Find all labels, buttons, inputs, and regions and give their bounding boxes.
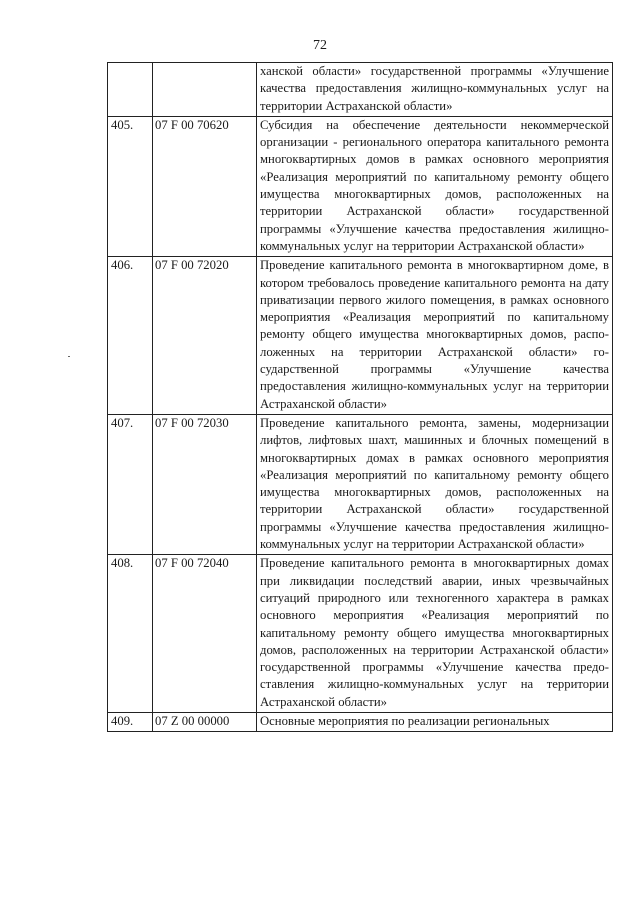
table-row	[108, 63, 613, 117]
table-row	[108, 116, 613, 256]
row-number	[108, 63, 153, 117]
row-number: 405.	[108, 116, 153, 256]
row-description: ханской области» государственной программы «Улучшение качества предоставления жилищно-коммунальных услуг на территории Астраханской области»	[257, 63, 613, 117]
row-code: 07 F 00 70620	[153, 116, 257, 256]
row-code: 07 F 00 72020	[153, 257, 257, 415]
row-number: 406.	[108, 257, 153, 415]
table-row	[108, 257, 613, 415]
row-code	[153, 63, 257, 117]
row-description: Проведение капитального ремонта в многоквартирных домах при ликвидации последствий аварии, иных чрезвычайных ситуаций природного или техногенного характера в рамках основного мероприятия «Реализация мероприятий по капитальному ремонту общего имущества многоквартирных домов, расположенных на территории Астраханской области» государственной программы «Улучшение качества предоставления жилищно-коммунальных услуг на территории Астраханской области»	[257, 555, 613, 713]
row-number: 408.	[108, 555, 153, 713]
row-code: 07 F 00 72030	[153, 414, 257, 554]
scan-artifact-dot	[68, 356, 70, 357]
row-number: 409.	[108, 712, 153, 731]
page-number: 72	[313, 38, 327, 53]
row-description: Проведение капитального ремонта в многоквартирном доме, в котором требовалось проведение капитального ремонта на дату приватизации первого жилого помещения, в рамках основного мероприятия «Реализация мероприятий по капитальному ремонту общего имущества многоквартирных домов, расположенных на территории Астраханской области» государственной программы «Улучшение качества предоставления жилищно-коммунальных услуг на территории Астраханской области»	[257, 257, 613, 415]
table-row	[108, 712, 613, 731]
row-description: Проведение капитального ремонта, замены, модернизации лифтов, лифтовых шахт, машинных и блочных помещений в многоквартирных домах в рамках основного мероприятия «Реализация мероприятий по капитальному ремонту общего имущества многоквартирных домов, расположенных на территории Астраханской области» государственной программы «Улучшение качества предоставления жилищно-коммунальных услуг на территории Астраханской области»	[257, 414, 613, 554]
table-row	[108, 555, 613, 713]
row-description: Субсидия на обеспечение деятельности некоммерческой организации - регионального оператора капитального ремонта многоквартирных домов в рамках основного мероприятия «Реализация мероприятий по капитальному ремонту общего имущества многоквартирных домов, расположенных на территории Астраханской области» государственной программы «Улучшение качества предоставления жилищно-коммунальных услуг на территории Астраханской области»	[257, 116, 613, 256]
row-number: 407.	[108, 414, 153, 554]
budget-classification-table	[107, 62, 613, 732]
row-code: 07 Z 00 00000	[153, 712, 257, 731]
row-code: 07 F 00 72040	[153, 555, 257, 713]
row-description: Основные мероприятия по реализации региональных	[257, 712, 613, 731]
table-row	[108, 414, 613, 554]
